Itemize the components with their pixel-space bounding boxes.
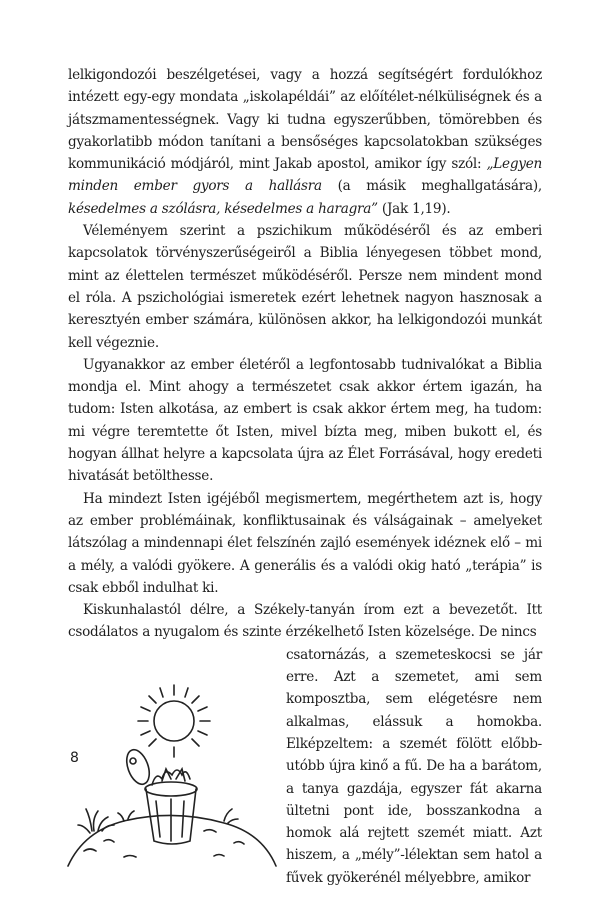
page-number: 8 — [70, 750, 79, 766]
sun-trash-can-illustration — [64, 681, 284, 871]
paragraph-4: Ha mindezt Isten igéjéből megismertem, megérthetem azt is, hogy az ember problémáinak, konfliktusainak és válságainak – amelyeket látszólag a mindennapi élet felszínén zajló események idéznek elő – mi a mély, a valódi gyökere. A generális és a valódi okig ható „terápia” is csak ebből indulhat ki. — [68, 490, 542, 596]
paragraph-5-start: Kiskunhalastól délre, a Székely-tanyán írom ezt a bevezetőt. Itt csodálatos a nyugalom és szinte érzékelhető Isten közelsége. De nincs — [68, 602, 542, 641]
quote-james-2: késedelmes a szólásra, késedelmes a haragra” — [68, 200, 378, 217]
illustration-sun-trash-can — [68, 645, 286, 901]
paragraph-1: lelkigondozói beszélgetései, vagy a hozzá segítségért fordulókhoz intézett egy-egy mondata „iskolapéldái” az előítélet-nélküliségnek és a játszmamentességnek. Vagy ki tudna egyszerűbben, tömörebben és gyakorlatibb módon tanítani a bensőséges kapcsolatokban szükséges kommunikáció módjáról, mint Jakab apostol, amikor így szól: „Legyen minden ember gyors a hallásra (a másik meghallgatására), késedelmes a szólásra, késedelmes a haragra” (Jak 1,19). — [68, 67, 542, 217]
paragraph-3: Ugyanakkor az ember életéről a legfontosabb tudnivalókat a Biblia mondja el. Mint ahogy a természetet csak akkor értem igazán, ha tudom: Isten alkotása, az embert is csak akkor értem meg, ha tudom: mi végre teremtette őt Isten, mivel bízta meg, miben bukott el, és hogyan állhat helyre a kapcsolata újra az Élet Forrásával, hogy eredeti hivatását betölthesse. — [68, 356, 542, 485]
quote-james-1: „Legyen minden ember gyors a hallásra — [68, 156, 542, 195]
paragraph-5-continued: csatornázás, a szemeteskocsi se jár erre. Azt a szemetet, ami sem komposztba, sem elégetésre nem alkalmas, elássuk a homokba. Elképzeltem: a szemét fölött előbb-utóbb újra kinő a fű. De ha a barátom, a tanya gazdája, egyszer fát akarna ültetni pont ide, bosszankodna a homok alá rejtett szemét miatt. Azt hiszem, a „mély”-lélektan sem hatol a fűvek gyökerénél mélyebbre, amikor — [286, 646, 542, 886]
paragraph-2: Véleményem szerint a pszichikum működéséről és az emberi kapcsolatok törvényszerűségeiről a Biblia lényegesen többet mond, mint az élettelen természet működéséről. Persze nem mindent mond el róla. A pszichológiai ismeretek ezért lehetnek nagyon hasznosak a keresztyén ember számára, különösen akkor, ha lelkigondozói munkát kell végeznie. — [68, 223, 542, 351]
page-body — [68, 64, 542, 901]
